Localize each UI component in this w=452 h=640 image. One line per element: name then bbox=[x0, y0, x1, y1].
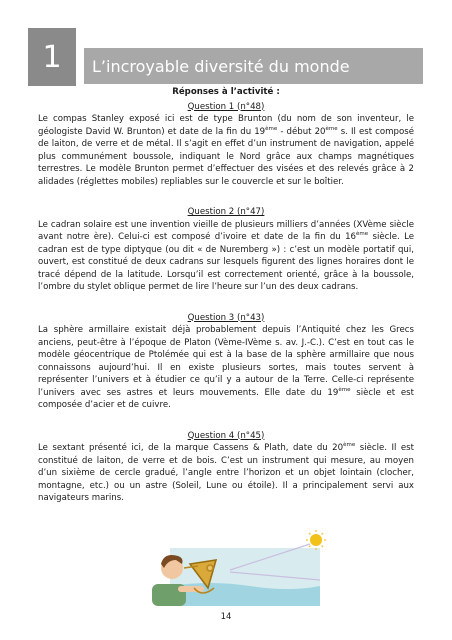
question-1-answer bbox=[38, 113, 414, 188]
q1-text-a: Le compas Stanley exposé ici est de type Brunton (du nom de son inventeur, le géologiste David W. Brunton) et date de la fin du 19 bbox=[38, 114, 414, 137]
page-number: 14 bbox=[220, 612, 232, 622]
q2-text-b: siècle. Le cadran est de type diptyque (ou dit « de Nuremberg ») : c’est un modèle portatif qui, ouvert, est constitué de deux cadrans sur lesquels figurent des lignes horaires dont le tracé dépend de la latitude. Lorsqu’il est correctement orienté, grâce à la boussole, l’ombre du stylet oblique permet de lire l’heure sur l’un des deux cadrans. bbox=[38, 232, 414, 292]
chapter-number: 1 bbox=[28, 28, 76, 86]
q1-text-c: s. Il est composé de laiton, de verre et de métal. Il s’agit en effet d’un instrument de navigation, appelé plus communément boussole, indiquant le Nord grâce aux champs magnétiques terrestres. Le modèle Brunton permet d’effectuer des visées et des relevés grâce à 2 alidades (réglettes mobiles) repliables sur le couvercle et sur le boîtier. bbox=[38, 126, 415, 187]
sun-icon bbox=[310, 534, 322, 546]
question-2-answer bbox=[38, 219, 414, 294]
question-1-heading: Question 1 (n°48) bbox=[187, 101, 265, 112]
chapter-header bbox=[28, 28, 423, 86]
question-3-heading: Question 3 (n°43) bbox=[187, 312, 265, 323]
sextant-navigator-illustration bbox=[150, 530, 336, 606]
q2-text-a: Le cadran solaire est une invention vieille de plusieurs milliers d’années (XVème siècle avant notre ère). Celui-ci est composé d’ivoire et date de la fin du 16 bbox=[38, 219, 414, 242]
q3-text-a: La sphère armillaire existait déjà probablement depuis l’Antiquité chez les Grecs anciens, peut-être à l’époque de Platon (Vème-IVème s. av. J.-C.). C’est en tout cas le modèle géocentrique de Ptolémée qui est à la base de la sphère armillaire que nous connaissons aujourd’hui. Il en existe plusieurs sortes, mais toutes servent à représenter l’univers et à étudier ce qu’il y a autour de la Terre. Celle-ci représente l’univers avec ses astres et leurs mouvements. Elle date du 19 bbox=[38, 325, 414, 398]
person-arm bbox=[178, 586, 204, 592]
q1-text-b: - début 20 bbox=[277, 126, 326, 137]
q2-sup-1: ème bbox=[356, 231, 369, 238]
question-3-answer bbox=[38, 324, 414, 412]
q3-sup-1: ème bbox=[338, 386, 351, 393]
q4-sup-1: ème bbox=[343, 442, 356, 449]
q3-text-b: siècle et est composée d’acier et de cuivre. bbox=[38, 387, 414, 410]
q4-text-b: siècle. Il est constitué de laiton, de verre et de bois. C’est un instrument qui mesure, au moyen d’un sixième de cercle gradué, l’angle entre l’horizon et un objet lointain (clocher, montagne, etc.) ou un astre (Soleil, Lune ou étoile). Il a principalement servi aux navigateurs marins. bbox=[38, 443, 414, 503]
chapter-title: L’incroyable diversité du monde bbox=[84, 48, 423, 84]
q1-sup-2: ème bbox=[325, 125, 338, 132]
document-body bbox=[38, 86, 414, 505]
question-4-heading: Question 4 (n°45) bbox=[187, 430, 265, 441]
answers-heading: Réponses à l’activité : bbox=[172, 87, 280, 97]
question-4-answer bbox=[38, 442, 414, 505]
q4-text-a: Le sextant présenté ici, de la marque Cassens & Plath, date du 20 bbox=[38, 443, 344, 453]
q1-sup-1: ème bbox=[265, 125, 278, 132]
question-2-heading: Question 2 (n°47) bbox=[187, 207, 265, 217]
